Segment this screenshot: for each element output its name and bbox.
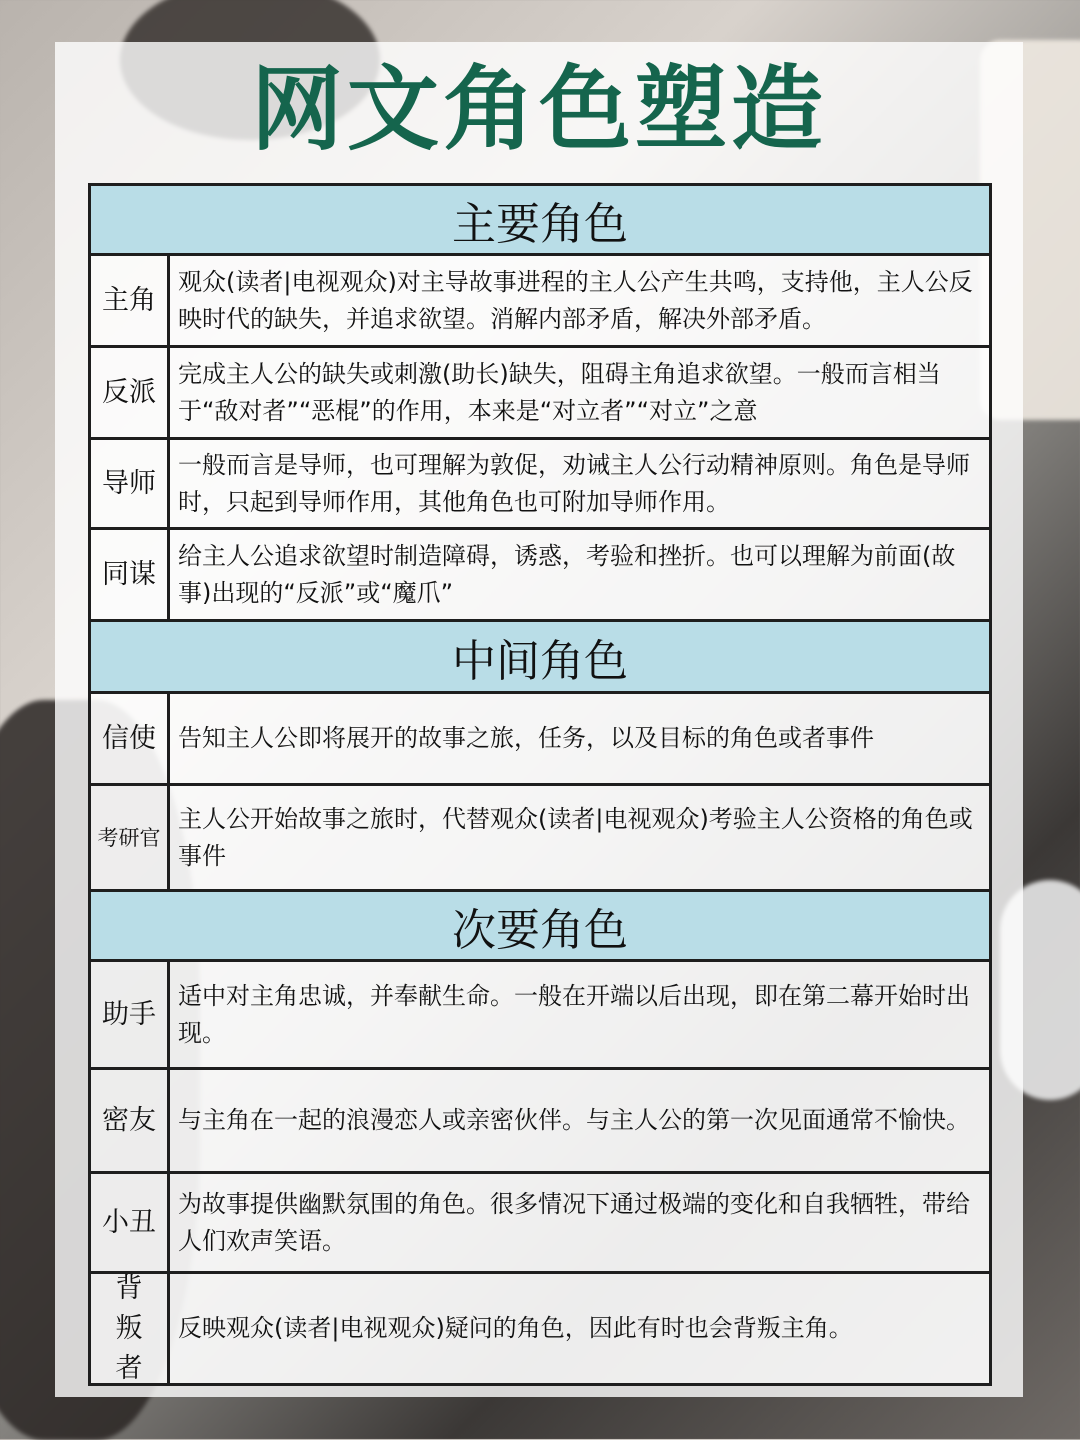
role-name: 考研官 bbox=[91, 786, 170, 889]
table-row bbox=[91, 256, 989, 348]
role-description: 完成主人公的缺失或刺激(助长)缺失，阻碍主角追求欲望。一般而言相当于“敌对者”“恶棍”的作用，本来是“对立者”“对立”之意 bbox=[170, 348, 989, 437]
role-description: 反映观众(读者|电视观众)疑问的角色，因此有时也会背叛主角。 bbox=[170, 1274, 989, 1383]
table-row bbox=[91, 348, 989, 440]
table-row bbox=[91, 786, 989, 892]
role-description: 观众(读者|电视观众)对主导故事进程的主人公产生共鸣，支持他，主人公反映时代的缺失，并追求欲望。消解内部矛盾，解决外部矛盾。 bbox=[170, 256, 989, 345]
role-description: 给主人公追求欲望时制造障碍，诱惑，考验和挫折。也可以理解为前面(故事)出现的“反派”或“魔爪” bbox=[170, 530, 989, 619]
role-description: 为故事提供幽默氛围的角色。很多情况下通过极端的变化和自我牺牲，带给人们欢声笑语。 bbox=[170, 1174, 989, 1271]
role-name: 主角 bbox=[91, 256, 170, 345]
section-header-secondary-roles: 次要角色 bbox=[91, 892, 989, 962]
role-name: 导师 bbox=[91, 440, 170, 527]
table-row bbox=[91, 1070, 989, 1174]
role-description: 主人公开始故事之旅时，代替观众(读者|电视观众)考验主人公资格的角色或事件 bbox=[170, 786, 989, 889]
role-name: 密友 bbox=[91, 1070, 170, 1171]
roles-table bbox=[88, 183, 992, 1386]
section-header-main-roles: 主要角色 bbox=[91, 186, 989, 256]
role-name: 小丑 bbox=[91, 1174, 170, 1271]
role-name: 同谋 bbox=[91, 530, 170, 619]
section-header-middle-roles: 中间角色 bbox=[91, 622, 989, 694]
table-row bbox=[91, 1174, 989, 1274]
role-description: 告知主人公即将展开的故事之旅，任务，以及目标的角色或者事件 bbox=[170, 694, 989, 783]
table-row bbox=[91, 962, 989, 1070]
table-row bbox=[91, 440, 989, 530]
role-name: 信使 bbox=[91, 694, 170, 783]
table-row bbox=[91, 1274, 989, 1386]
role-description: 适中对主角忠诚，并奉献生命。一般在开端以后出现，即在第二幕开始时出现。 bbox=[170, 962, 989, 1067]
role-description: 一般而言是导师，也可理解为敦促，劝诫主人公行动精神原则。角色是导师时，只起到导师作用，其他角色也可附加导师作用。 bbox=[170, 440, 989, 527]
role-name: 背叛者 bbox=[91, 1274, 170, 1383]
role-name: 助手 bbox=[91, 962, 170, 1067]
role-description: 与主角在一起的浪漫恋人或亲密伙伴。与主人公的第一次见面通常不愉快。 bbox=[170, 1070, 989, 1171]
table-row bbox=[91, 694, 989, 786]
table-row bbox=[91, 530, 989, 622]
role-name: 反派 bbox=[91, 348, 170, 437]
page-title: 网文角色塑造 bbox=[250, 56, 827, 163]
